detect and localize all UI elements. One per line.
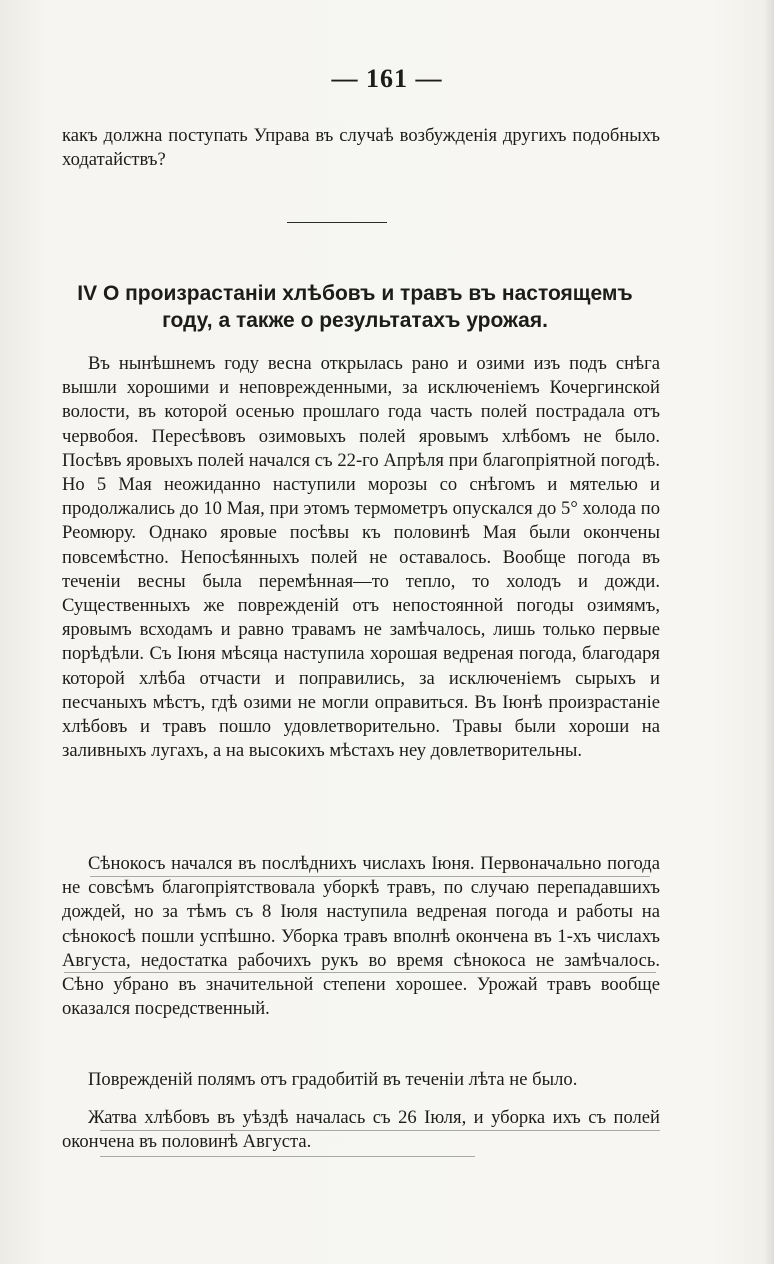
intro-paragraph: какъ должна поступать Управа въ случаѣ возбужденія другихъ подобныхъ ходатайствъ? bbox=[62, 125, 660, 171]
pencil-underline bbox=[90, 876, 650, 877]
pencil-underline bbox=[100, 1156, 475, 1157]
page-number: — 161 — bbox=[331, 64, 443, 93]
paragraph-hail-damage: Поврежденій полямъ отъ градобитій въ теченіи лѣта не было. bbox=[88, 1069, 578, 1090]
paragraph-haymaking: Сѣнокосъ начался въ послѣднихъ числахъ Іюня. Первоначально погода не совсѣмъ благопріятствовала уборкѣ травъ, по случаю перепадавшихъ дождей, но за тѣмъ съ 8 Іюля наступила ведреная погода и работы на сѣнокосѣ пошли успѣшно. Уборка травъ вполнѣ окончена въ 1-хъ числахъ Августа, недостатка рабочихъ рукъ во время сѣнокоса не замѣчалось. Сѣно убрано въ значительной степени хорошее. Урожай травъ вообще оказался посредственный. bbox=[62, 853, 660, 1020]
pencil-underline bbox=[100, 1130, 660, 1131]
paragraph-harvest: Жатва хлѣбовъ въ уѣздѣ началась съ 26 Іюля, и уборка ихъ съ полей окончена въ половинѣ Августа. bbox=[62, 1107, 660, 1153]
page-edge-shadow bbox=[764, 0, 774, 1264]
section-heading: IV O произрастаніи хлѣбовъ и травъ въ настоящемъ году, а также о результатахъ урожая. bbox=[77, 282, 633, 332]
pencil-underline bbox=[64, 972, 656, 973]
section-divider bbox=[287, 222, 387, 223]
paragraph-spring-conditions: Въ нынѣшнемъ году весна открылась рано и озими изъ подъ снѣга вышли хорошими и неповрежденными, за исключеніемъ Кочергинской волости, въ которой осенью прошлаго года часть полей пострадала отъ червобоя. Пересѣвовъ озимовыхъ полей яровымъ хлѣбомъ не было. Посѣвъ яровыхъ полей начался съ 22-го Апрѣля при благопріятной погодѣ. Но 5 Мая неожиданно наступили морозы со снѣгомъ и мятелью и продолжались до 10 Мая, при этомъ термометръ опускался до 5° холода по Реомюру. Однако яровые посѣвы къ половинѣ Мая были окончены повсемѣстно. Непосѣянныхъ полей не оставалось. Вообще погода въ теченіи весны была перемѣнная—то тепло, то холодъ и дожди. Существенныхъ же поврежденій отъ непостоянной погоды озимямъ, яровымъ всходамъ и равно травамъ не замѣчалось, лишь только первые порѣдѣли. Съ Іюня мѣсяца наступила хорошая ведреная погода, благодаря которой хлѣба отчасти и поправились, за исключеніемъ сырыхъ и песчаныхъ мѣстъ, гдѣ озими не могли оправиться. Въ Іюнѣ произрастаніе хлѣбовъ и травъ пошло удовлетворительно. Травы были хороши на заливныхъ лугахъ, а на высокихъ мѣстахъ неу довлетворительны. bbox=[62, 353, 660, 762]
